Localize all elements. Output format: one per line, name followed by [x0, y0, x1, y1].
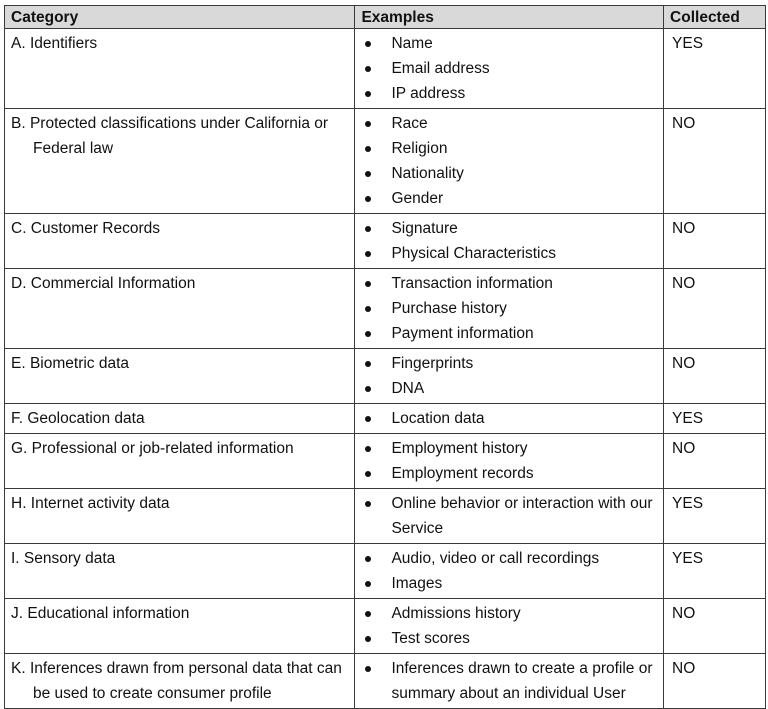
- examples-cell: [355, 544, 664, 599]
- examples-cell: [355, 654, 664, 709]
- examples-list: [361, 406, 657, 431]
- collected-value: NO: [664, 599, 766, 654]
- example-item: IP address: [361, 81, 657, 106]
- header-collected: Collected: [664, 6, 766, 29]
- category-cell: [5, 214, 355, 269]
- example-item: Nationality: [361, 161, 657, 186]
- collected-value: NO: [664, 654, 766, 709]
- category-label: K. Inferences drawn from personal data that can be used to create consumer profile: [11, 660, 342, 702]
- table-row: [5, 404, 766, 434]
- category-label: J. Educational information: [11, 605, 190, 622]
- collected-value: YES: [664, 544, 766, 599]
- header-examples: Examples: [355, 6, 664, 29]
- category-label: E. Biometric data: [11, 355, 130, 372]
- category-cell: [5, 29, 355, 109]
- example-item: Transaction information: [361, 271, 657, 296]
- examples-cell: [355, 599, 664, 654]
- table-body: [5, 29, 766, 709]
- example-item: Payment information: [361, 321, 657, 346]
- category-label: A. Identifiers: [11, 35, 98, 52]
- collected-value: YES: [664, 404, 766, 434]
- examples-cell: [355, 489, 664, 544]
- table-row: [5, 109, 766, 214]
- example-item: Signature: [361, 216, 657, 241]
- category-label: D. Commercial Information: [11, 275, 196, 292]
- header-category: Category: [5, 6, 355, 29]
- example-item: Race: [361, 111, 657, 136]
- example-item: Audio, video or call recordings: [361, 546, 657, 571]
- table-row: [5, 654, 766, 709]
- example-item: Inferences drawn to create a profile or summary about an individual User: [361, 656, 657, 706]
- collected-value: NO: [664, 434, 766, 489]
- examples-list: [361, 436, 657, 486]
- examples-list: [361, 601, 657, 651]
- table-row: [5, 544, 766, 599]
- table-row: [5, 434, 766, 489]
- data-categories-table: [4, 5, 766, 709]
- category-cell: [5, 544, 355, 599]
- category-cell: [5, 404, 355, 434]
- examples-cell: [355, 214, 664, 269]
- examples-cell: [355, 434, 664, 489]
- examples-list: [361, 216, 657, 266]
- examples-list: [361, 111, 657, 211]
- example-item: Employment history: [361, 436, 657, 461]
- example-item: Name: [361, 31, 657, 56]
- example-item: Gender: [361, 186, 657, 211]
- collected-value: NO: [664, 269, 766, 349]
- example-item: Fingerprints: [361, 351, 657, 376]
- table-row: [5, 599, 766, 654]
- example-item: Religion: [361, 136, 657, 161]
- examples-cell: [355, 404, 664, 434]
- header-row: [5, 6, 766, 29]
- example-item: Purchase history: [361, 296, 657, 321]
- example-item: Images: [361, 571, 657, 596]
- category-cell: [5, 599, 355, 654]
- table-row: [5, 214, 766, 269]
- category-cell: [5, 489, 355, 544]
- collected-value: NO: [664, 349, 766, 404]
- example-item: Admissions history: [361, 601, 657, 626]
- examples-cell: [355, 109, 664, 214]
- example-item: Employment records: [361, 461, 657, 486]
- collected-value: NO: [664, 109, 766, 214]
- example-item: Online behavior or interaction with our Service: [361, 491, 657, 541]
- examples-cell: [355, 349, 664, 404]
- category-cell: [5, 434, 355, 489]
- table-row: [5, 489, 766, 544]
- examples-cell: [355, 269, 664, 349]
- examples-list: [361, 351, 657, 401]
- example-item: DNA: [361, 376, 657, 401]
- category-label: H. Internet activity data: [11, 495, 170, 512]
- table-row: [5, 269, 766, 349]
- category-label: G. Professional or job-related information: [11, 440, 294, 457]
- category-cell: [5, 269, 355, 349]
- example-item: Location data: [361, 406, 657, 431]
- examples-list: [361, 31, 657, 106]
- examples-cell: [355, 29, 664, 109]
- examples-list: [361, 271, 657, 346]
- examples-list: [361, 491, 657, 541]
- category-cell: [5, 349, 355, 404]
- category-label: C. Customer Records: [11, 220, 161, 237]
- examples-list: [361, 546, 657, 596]
- collected-value: YES: [664, 489, 766, 544]
- example-item: Email address: [361, 56, 657, 81]
- category-label: F. Geolocation data: [11, 410, 145, 427]
- collected-value: NO: [664, 214, 766, 269]
- collected-value: YES: [664, 29, 766, 109]
- example-item: Test scores: [361, 626, 657, 651]
- category-label: B. Protected classifications under California or Federal law: [11, 115, 329, 157]
- category-cell: [5, 654, 355, 709]
- table-row: [5, 349, 766, 404]
- category-label: I. Sensory data: [11, 550, 116, 567]
- example-item: Physical Characteristics: [361, 241, 657, 266]
- table-row: [5, 29, 766, 109]
- examples-list: [361, 656, 657, 706]
- category-cell: [5, 109, 355, 214]
